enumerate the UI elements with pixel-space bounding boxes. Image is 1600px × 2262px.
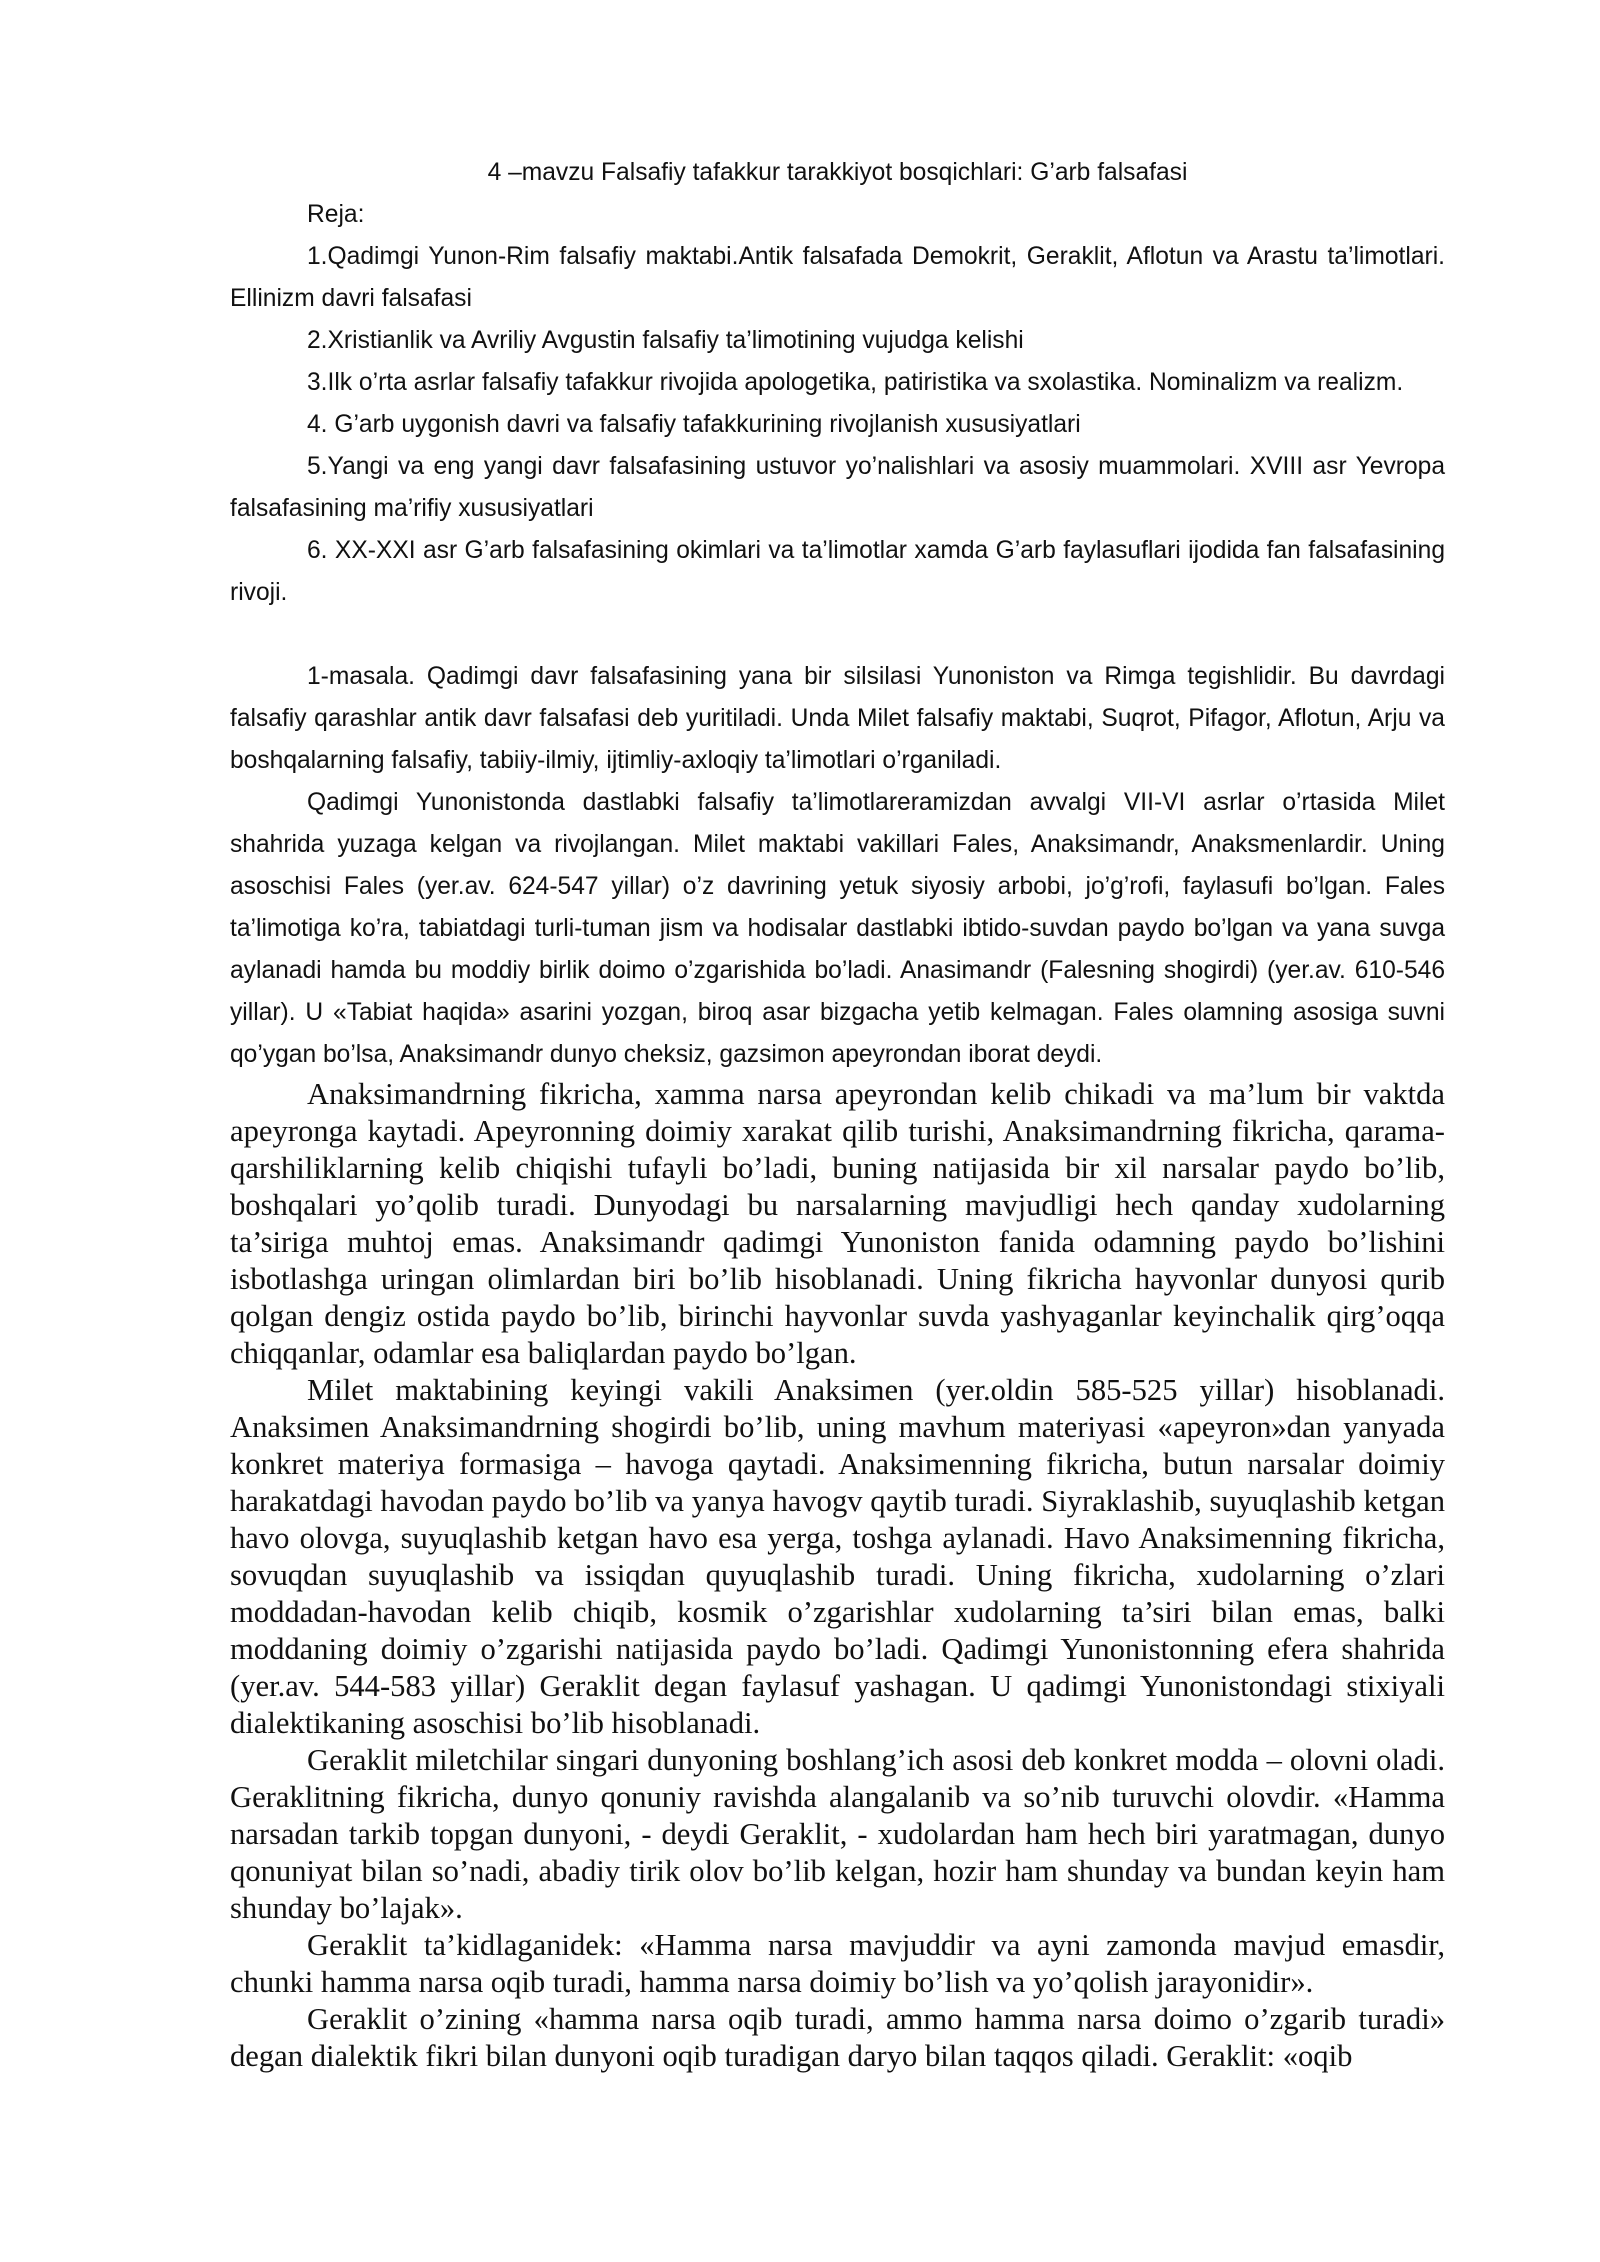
body-paragraph: Geraklit miletchilar singari dunyoning boshlang’ich asosi deb konkret modda – olovni oladi. Geraklitning fikricha, dunyo qonuniy ravishda alangalanib va so’nib turuvchi olovdir. «Hamma narsadan tarkib topgan dunyoni, - deydi Geraklit, - xudolardan ham hech biri yaratmagan, dunyo qonuniyat bilan so’nadi, abadiy tirik olov bo’lib kelgan, hozir ham shunday va bundan keyin ham shunday bo’lajak».	[230, 1743, 1445, 1925]
body-paragraph: Geraklit o’zining «hamma narsa oqib turadi, ammo hamma narsa doimo o’zgarib turadi» degan dialektik fikri bilan dunyoni oqib turadigan daryo bilan taqqos qiladi. Geraklit: «oqib	[230, 2002, 1445, 2073]
plan-item-5: 5.Yangi va eng yangi davr falsafasining ustuvor yo’nalishlari va asosiy muammolari. XVIII asr Yevropa falsafasining ma’rifiy xususiyatlari	[230, 453, 1445, 522]
body-paragraph: Qadimgi Yunonistonda dastlabki falsafiy ta’limotlareramizdan avvalgi VII-VI asrlar o’rtasida Milet shahrida yuzaga kelgan va rivojlangan. Milet maktabi vakillari Fales, Anaksimandr, Anaksmenlardir. Uning asoschisi Fales (yer.av. 624-547 yillar) o’z davrining yetuk siyosiy arbobi, jo’g’rofi, faylasufi bo’lgan. Fales ta’limotiga ko’ra, tabiatdagi turli-tuman jism va hodisalar dastlabki ibtido-suvdan paydo bo’lgan va yana suvga aylanadi hamda bu moddiy birlik doimo o’zgarishida bo’ladi. Anasimandr (Falesning shogirdi) (yer.av. 610-546 yillar). U «Tabiat haqida» asarini yozgan, biroq asar bizgacha yetib kelmagan. Fales olamning asosiga suvni qo’ygan bo’lsa, Anaksimandr dunyo cheksiz, gazsimon apeyrondan iborat deydi.	[230, 789, 1445, 1068]
body-paragraph: 1-masala. Qadimgi davr falsafasining yana bir silsilasi Yunoniston va Rimga tegishlidir. Bu davrdagi falsafiy qarashlar antik davr falsafasi deb yuritiladi. Unda Milet falsafiy maktabi, Suqrot, Pifagor, Aflotun, Arju va boshqalarning falsafiy, tabiiy-ilmiy, ijtimliy-axloqiy ta’limotlari o’rganiladi.	[230, 663, 1445, 774]
document-page	[230, 152, 1445, 2075]
plan-item-6: 6. XX-XXI asr G’arb falsafasining okimlari va ta’limotlar xamda G’arb faylasuflari ijodida fan falsafasining rivoji.	[230, 537, 1445, 606]
plan-item-2: 2.Xristianlik va Avriliy Avgustin falsafiy ta’limotining vujudga kelishi	[307, 327, 1024, 354]
plan-item-3: 3.Ilk o’rta asrlar falsafiy tafakkur rivojida apologetika, patiristika va sxolastika. Nominalizm va realizm.	[307, 369, 1404, 396]
document-title: 4 –mavzu Falsafiy tafakkur tarakkiyot bosqichlari: G’arb falsafasi	[487, 159, 1188, 186]
plan-item-1: 1.Qadimgi Yunon-Rim falsafiy maktabi.Antik falsafada Demokrit, Geraklit, Aflotun va Arastu ta’limotlari. Ellinizm davri falsafasi	[230, 243, 1445, 312]
section-spacer	[230, 614, 1445, 656]
body-paragraph: Geraklit ta’kidlaganidek: «Hamma narsa mavjuddir va ayni zamonda mavjud emasdir, chunki hamma narsa oqib turadi, hamma narsa doimiy bo’lish va yo’qolish jarayonidir».	[230, 1928, 1445, 1999]
plan-item-4: 4. G’arb uygonish davri va falsafiy tafakkurining rivojlanish xususiyatlari	[307, 411, 1081, 438]
plan-label: Reja:	[307, 201, 365, 228]
body-paragraph: Milet maktabining keyingi vakili Anaksimen (yer.oldin 585-525 yillar) hisoblanadi. Anaksimen Anaksimandrning shogirdi bo’lib, uning mavhum materiyasi «apeyron»dan yanyada konkret materiya formasiga – havoga qaytadi. Anaksimenning fikricha, butun narsalar doimiy harakatdagi havodan paydo bo’lib va yanya havogv qaytib turadi. Siyraklashib, suyuqlashib ketgan havo olovga, suyuqlashib ketgan havo esa yerga, toshga aylanadi. Havo Anaksimenning fikricha, sovuqdan suyuqlashib va issiqdan quyuqlashib turadi. Uning fikricha, xudolarning o’zlari moddadan-havodan kelib chiqib, kosmik o’zgarishlar xudolarning ta’siri bilan emas, balki moddaning doimiy o’zgarishi natijasida paydo bo’ladi. Qadimgi Yunonistonning efera shahrida (yer.av. 544-583 yillar) Geraklit degan faylasuf yashagan. U qadimgi Yunonistondagi stixiyali dialektikaning asoschisi bo’lib hisoblanadi.	[230, 1373, 1445, 1740]
body-paragraph: Anaksimandrning fikricha, xamma narsa apeyrondan kelib chikadi va ma’lum bir vaktda apeyronga kaytadi. Apeyronning doimiy xarakat qilib turishi, Anaksimandrning fikricha, qarama-qarshiliklarning kelib chiqishi tufayli bo’ladi, buning natijasida bir xil narsalar paydo bo’lib, boshqalari yo’qolib turadi. Dunyodagi bu narsalarning mavjudligi hech qanday xudolarning ta’siriga muhtoj emas. Anaksimandr qadimgi Yunoniston fanida odamning paydo bo’lishini isbotlashga uringan olimlardan biri bo’lib hisoblanadi. Uning fikricha hayvonlar dunyosi qurib qolgan dengiz ostida paydo bo’lib, birinchi hayvonlar suvda yashyaganlar keyinchalik qirg’oqqa chiqqanlar, odamlar esa baliqlardan paydo bo’lgan.	[230, 1077, 1445, 1370]
